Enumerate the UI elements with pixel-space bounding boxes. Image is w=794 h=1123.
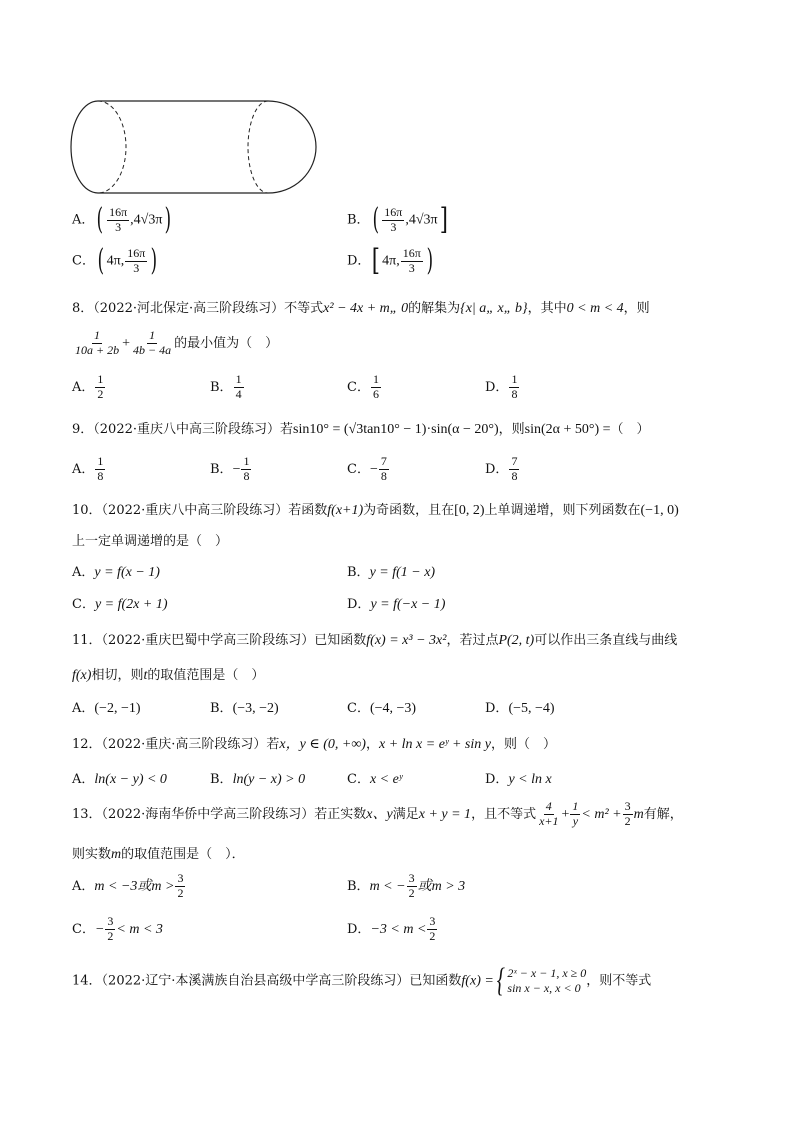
q9-option-a[interactable]: A． $\frac{1}{8}$ bbox=[72, 454, 104, 483]
q10-option-c[interactable]: C．y = f(2x + 1) bbox=[72, 597, 168, 612]
q8-option-a[interactable]: A． $\frac{1}{2}$ bbox=[72, 372, 104, 401]
q10-stem-line1: 10．（2022·重庆八中高三阶段练习）若函数f(x+1)为奇函数，且在[0, 2)上单调递增，则下列函数在(−1, 0) bbox=[72, 503, 679, 518]
q11-option-d[interactable]: D．(−5, −4) bbox=[485, 701, 555, 716]
q14-stem: 14．（2022·辽宁·本溪满族自治县高级中学高三阶段练习）已知函数f(x) = { 2ˣ − x − 1, x ≥ 0 sin x − x, x < 0 ，则不等式 bbox=[72, 962, 652, 999]
q12-stem: 12．（2022·重庆·高三阶段练习）若x，y ∈ (0, +∞)，x + ln x = eʸ + sin y，则（ ） bbox=[72, 737, 556, 752]
q8-option-b[interactable]: B． $\frac{1}{4}$ bbox=[210, 372, 242, 401]
q13-option-b[interactable]: B．m < − $\frac{3}{2}$ 或m > 3 bbox=[347, 871, 466, 900]
piecewise-brace: { 2ˣ − x − 1, x ≥ 0 sin x − x, x < 0 bbox=[496, 962, 587, 999]
q10-option-d[interactable]: D．y = f(−x − 1) bbox=[347, 597, 446, 612]
q9-option-b[interactable]: B．− $\frac{1}{8}$ bbox=[210, 454, 250, 483]
q13-stem-line2: 则实数m的取值范围是（ ）． bbox=[72, 847, 245, 862]
q10-option-b[interactable]: B．y = f(1 − x) bbox=[347, 565, 436, 580]
q13-option-a[interactable]: A．m < −3或m > $\frac{3}{2}$ bbox=[72, 871, 184, 900]
q7-option-a[interactable]: A．( $\frac{16\pi}{3}$ ,4√3π) bbox=[72, 202, 172, 237]
capsule-figure bbox=[68, 96, 324, 198]
q9-stem: 9．（2022·重庆八中高三阶段练习）若sin10° = (√3tan10° − 1)·sin(α − 20°)，则sin(2α + 50°) =（ ） bbox=[72, 422, 650, 437]
q11-option-b[interactable]: B．(−3, −2) bbox=[210, 701, 279, 716]
q10-option-a[interactable]: A．y = f(x − 1) bbox=[72, 565, 160, 580]
q8-stem-line2: $\frac{1}{10a + 2b}$ + $\frac{1}{4b - 4a}$ 的最小值为（ ） bbox=[75, 328, 279, 357]
q12-option-a[interactable]: A．ln(x − y) < 0 bbox=[72, 772, 167, 787]
q9-option-d[interactable]: D． $\frac{7}{8}$ bbox=[485, 454, 518, 483]
q7-option-d[interactable]: D．[ 4π, $\frac{16\pi}{3}$ ) bbox=[347, 243, 433, 278]
q7-option-b[interactable]: B．( $\frac{16\pi}{3}$ ,4√3π] bbox=[347, 202, 448, 237]
q11-stem-line1: 11．（2022·重庆巴蜀中学高三阶段练习）已知函数f(x) = x³ − 3x²，若过点P(2, t)可以作出三条直线与曲线 bbox=[72, 633, 678, 648]
q8-stem-line1: 8．（2022·河北保定·高三阶段练习）不等式x² − 4x + m„ 0的解集为{x| a„ x„ b}，其中0 < m < 4，则 bbox=[72, 301, 650, 316]
q7-option-c[interactable]: C．( 4π, $\frac{16\pi}{3}$ ) bbox=[72, 243, 158, 278]
q12-option-d[interactable]: D．y < ln x bbox=[485, 772, 552, 787]
q11-stem-line2: f(x)相切，则t的取值范围是（ ） bbox=[72, 668, 265, 683]
q13-stem-line1: 13．（2022·海南华侨中学高三阶段练习）若正实数x、y满足x + y = 1，且不等式 $\frac{4}{x+1}$ + $\frac{1}{y}$ < m² + $\frac{3}{2}$ m有解， bbox=[72, 799, 683, 828]
q13-option-d[interactable]: D．−3 < m < $\frac{3}{2}$ bbox=[347, 914, 436, 943]
q13-option-c[interactable]: C．− $\frac{3}{2}$ < m < 3 bbox=[72, 914, 163, 943]
q10-stem-line2: 上一定单调递增的是（ ） bbox=[72, 534, 229, 549]
q12-option-b[interactable]: B．ln(y − x) > 0 bbox=[210, 772, 306, 787]
q11-option-a[interactable]: A．(−2, −1) bbox=[72, 701, 141, 716]
q8-option-c[interactable]: C． $\frac{1}{6}$ bbox=[347, 372, 379, 401]
q12-option-c[interactable]: C．x < eʸ bbox=[347, 772, 403, 787]
q8-option-d[interactable]: D． $\frac{1}{8}$ bbox=[485, 372, 518, 401]
q9-option-c[interactable]: C．− $\frac{7}{8}$ bbox=[347, 454, 387, 483]
q11-option-c[interactable]: C．(−4, −3) bbox=[347, 701, 417, 716]
